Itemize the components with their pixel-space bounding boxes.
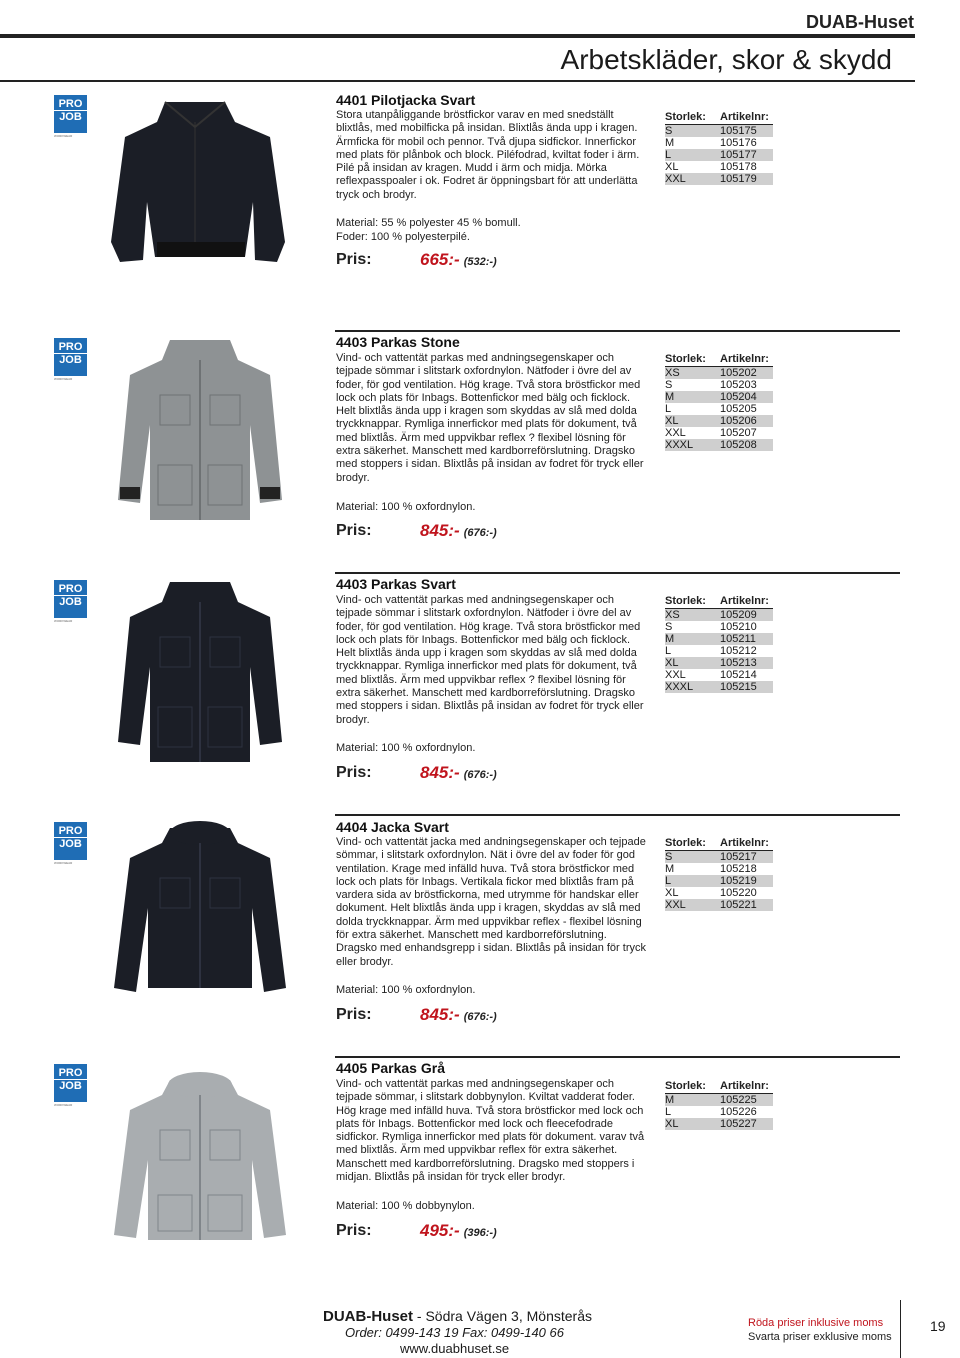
article-number: 105225 <box>720 1094 757 1106</box>
article-number: 105204 <box>720 391 757 403</box>
size-value: S <box>665 851 673 863</box>
size-value: M <box>665 863 675 875</box>
jacket-photo <box>95 92 295 277</box>
section-rule <box>335 572 900 574</box>
size-row <box>665 645 773 657</box>
size-value: S <box>665 379 673 391</box>
logo-tagline: WORKWEAR <box>54 619 73 623</box>
size-value: XXXL <box>665 439 694 451</box>
article-number: 105175 <box>720 125 757 137</box>
product-title: 4405 Parkas Grå <box>336 1060 445 1076</box>
size-row <box>665 391 773 403</box>
product-material: Material: 100 % dobbynylon. <box>336 1200 475 1212</box>
logo-tagline: WORKWEAR <box>54 861 73 865</box>
article-number: 105209 <box>720 609 757 621</box>
article-number: 105227 <box>720 1118 757 1130</box>
size-value: M <box>665 137 675 149</box>
article-number: 105206 <box>720 415 757 427</box>
size-value: XS <box>665 367 680 379</box>
page-title: Arbetskläder, skor & skydd <box>560 44 892 75</box>
size-value: XL <box>665 657 679 669</box>
article-number: 105176 <box>720 137 757 149</box>
jacket-photo <box>110 1060 290 1250</box>
size-value: XXL <box>665 427 686 439</box>
footer-address: DUAB-Huset - Södra Vägen 3, Mönsterås <box>323 1308 592 1325</box>
size-row <box>665 657 773 669</box>
size-row <box>665 415 773 427</box>
size-row <box>665 681 773 693</box>
size-value: XXL <box>665 669 686 681</box>
article-number: 105207 <box>720 427 757 439</box>
article-number: 105221 <box>720 899 757 911</box>
product-title: 4403 Parkas Svart <box>336 576 456 592</box>
price: 665:- (532:-) <box>420 250 497 269</box>
size-row <box>665 161 773 173</box>
footer-divider <box>900 1300 901 1358</box>
size-table: Storlek: Artikelnr: XS 105202 S 105203 M 105204 L 105205 XL 105206 XXL 105207 XXXL 105208 <box>665 352 773 451</box>
size-row <box>665 669 773 681</box>
size-row <box>665 125 773 137</box>
size-value: XL <box>665 1118 679 1130</box>
size-row <box>665 427 773 439</box>
price-label: Pris: <box>336 1006 372 1023</box>
logo-tagline: WORKWEAR <box>54 377 73 381</box>
projob-logo: PRO JOB <box>54 580 87 618</box>
size-row <box>665 899 773 911</box>
projob-logo: PRO JOB <box>54 95 87 133</box>
header-brand: DUAB-Huset <box>806 12 914 32</box>
price: 845:- (676:-) <box>420 763 497 782</box>
footer-note-black: Svarta priser exklusive moms <box>748 1331 892 1343</box>
article-number: 105205 <box>720 403 757 415</box>
header-rule <box>0 34 915 38</box>
article-number: 105211 <box>720 633 756 645</box>
size-row <box>665 887 773 899</box>
article-number: 105214 <box>720 669 757 681</box>
product-material: Material: 100 % oxfordnylon. <box>336 742 476 754</box>
article-number: 105218 <box>720 863 757 875</box>
article-number: 105178 <box>720 161 757 173</box>
article-number: 105212 <box>720 645 757 657</box>
size-table: Storlek: Artikelnr: S 105217 M 105218 L 105219 XL 105220 XXL 105221 <box>665 836 773 911</box>
footer-note-red: Röda priser inklusive moms <box>748 1317 884 1329</box>
size-row <box>665 173 773 185</box>
size-value: M <box>665 391 675 403</box>
product-material: Material: 55 % polyester 45 % bomull. <box>336 217 521 229</box>
product-title: 4403 Parkas Stone <box>336 334 460 350</box>
product-material: Material: 100 % oxfordnylon. <box>336 501 476 513</box>
product-description: Vind- och vattentät parkas med andningsegenskaper och tejpade sömmar, i slitstark dobbynylon. Kviltat vadderat foder. Hög krage med infälld huva. Två stora bröstfickor med lock och plats för Inbags. Bottenfickor med lock och fleecefodrade sidfickor. Rymliga innerfickor med plats för dokument. varav två med blixtlås. Ärm med uppvikbar reflex för extra säkerhet. Manschett med kardborreförslutning. Dragsko med stoppers i midjan. Blixtlås på insidan för tryck eller brodyr. <box>336 1078 645 1184</box>
size-row <box>665 149 773 161</box>
size-value: XS <box>665 609 680 621</box>
section-rule <box>335 1056 900 1058</box>
size-value: XXXL <box>665 681 694 693</box>
size-value: XXL <box>665 173 686 185</box>
size-row <box>665 403 773 415</box>
size-row <box>665 609 773 621</box>
product-lining: Foder: 100 % polyesterpilé. <box>336 231 470 243</box>
article-number: 105203 <box>720 379 757 391</box>
size-value: L <box>665 645 672 657</box>
size-value: M <box>665 1094 675 1106</box>
page-number: 19 <box>930 1318 946 1334</box>
product-description: Vind- och vattentät jacka med andningsegenskaper och tejpade sömmar, i slitstark oxfordnylon. Nät i övre del av foder för god ventilation. Krage med infälld huva. Två stora bröstfickor med lock och plats för Inbags. Vertikala fickor med blixtlås fram på vardera sida av bröstfickorna, med utrymme för handskar eller dokument. Helt blixtlås ända upp i kragen, skyddas av slå med dolda tryckknappar. Ärm med uppvikbar reflex - flexibel lösning för extra säkerhet. Manschett med kardborreförslutning. Dragsko med enhandsgrepp i sidan. Blixtlås på insidan för tryck eller brodyr. <box>336 836 646 968</box>
size-row <box>665 875 773 887</box>
size-value: L <box>665 149 672 161</box>
article-number: 105215 <box>720 681 757 693</box>
jacket-photo <box>110 818 290 1008</box>
size-value: L <box>665 875 672 887</box>
article-number: 105208 <box>720 439 757 451</box>
footer-contact: Order: 0499-143 19 Fax: 0499-140 66 <box>345 1325 564 1340</box>
logo-tagline: WORKWEAR <box>54 1103 73 1107</box>
footer-website[interactable]: www.duabhuset.se <box>400 1341 510 1356</box>
product-material: Material: 100 % oxfordnylon. <box>336 984 476 996</box>
product-description: Stora utanpåliggande bröstfickor varav en med snedställt blixtlås, med mobilficka på insidan. Blixtlås ända upp i kragen. Ärmficka för mobil och pennor. Två djupa sidfickor. Innerfickor med plats för plånbok och block. Piléfodrad, kviltat foder i ärm. Pilé på insidan av kragen. Mudd i ärm och midja. Mörka reflexpasspoaler i ok. Fodret är öppningsbart för att underlätta tryck och brodyr. <box>336 109 640 201</box>
size-value: S <box>665 125 673 137</box>
article-number: 105179 <box>720 173 757 185</box>
size-value: XL <box>665 415 679 427</box>
size-table: Storlek: Artikelnr: M 105225 L 105226 XL 105227 <box>665 1079 773 1130</box>
logo-tagline: WORKWEAR <box>54 134 73 138</box>
size-value: S <box>665 621 673 633</box>
product-description: Vind- och vattentät parkas med andningsegenskaper och tejpade sömmar i slitstark oxfordnylon. Nätfoder i övre del av foder, för god ventilation. Hög krage. Två stora bröstfickor med lock och plats för Inbags. Bottenfickor med bälg och ficklock. Helt blixtlås ända upp i kragen som skyddas av slå med dolda tryckknappar. Rymliga innerfickor med plats för dokument, två med blixtlås. Ärm med uppvikbar reflex ? flexibel lösning för extra säkerhet. Manschett med kardborreförslutning. Dragsko med stoppers i sidan. Blixtlås på insidan av fodret för tryck eller brodyr. <box>336 594 644 726</box>
jacket-photo <box>110 577 290 767</box>
article-number: 105220 <box>720 887 757 899</box>
article-number: 105213 <box>720 657 757 669</box>
size-table: Storlek: Artikelnr: XS 105209 S 105210 M 105211 L 105212 XL 105213 XXL 105214 XXXL 105215 <box>665 594 773 693</box>
price: 845:- (676:-) <box>420 521 497 540</box>
size-row <box>665 851 773 863</box>
product-title: 4401 Pilotjacka Svart <box>336 92 476 108</box>
article-number: 105210 <box>720 621 757 633</box>
size-row <box>665 863 773 875</box>
size-value: M <box>665 633 675 645</box>
size-row <box>665 621 773 633</box>
article-number: 105226 <box>720 1106 757 1118</box>
size-table: Storlek: Artikelnr: S 105175 M 105176 L 105177 XL 105178 XXL 105179 <box>665 110 773 185</box>
size-value: L <box>665 1106 672 1118</box>
size-row <box>665 439 773 451</box>
article-number: 105177 <box>720 149 757 161</box>
size-value: XL <box>665 887 679 899</box>
jacket-photo <box>110 335 290 525</box>
price-label: Pris: <box>336 522 372 539</box>
product-description: Vind- och vattentät parkas med andningsegenskaper och tejpade sömmar i slitstark oxfordnylon. Nätfoder i övre del av foder, för god ventilation. Hög krage. Två stora bröstfickor med lock och plats för Inbags. Bottenfickor med bälg och ficklock. Helt blixtlås ända upp i kragen som skyddas av slå med dolda tryckknappar. Rymliga innerfickor med plats för dokument, två med blixtlås. Ärm med uppvikbar reflex ? flexibel lösning för extra säkerhet. Manschett med kardborreförslutning. Dragsko med stoppers i sidan. Blixtlås på insidan av fodret för tryck eller brodyr. <box>336 352 644 484</box>
size-value: XXL <box>665 899 686 911</box>
price: 495:- (396:-) <box>420 1221 497 1240</box>
size-row <box>665 137 773 149</box>
size-row <box>665 1118 773 1130</box>
size-row <box>665 367 773 379</box>
projob-logo: PRO JOB <box>54 1064 87 1102</box>
price-label: Pris: <box>336 1222 372 1239</box>
header-rule-bottom <box>0 80 915 82</box>
section-rule <box>335 330 900 332</box>
size-value: XL <box>665 161 679 173</box>
size-row <box>665 1094 773 1106</box>
article-number: 105202 <box>720 367 757 379</box>
size-value: L <box>665 403 672 415</box>
projob-logo: PRO JOB <box>54 822 87 860</box>
section-rule <box>335 814 900 816</box>
article-number: 105219 <box>720 875 757 887</box>
size-row <box>665 379 773 391</box>
price-label: Pris: <box>336 764 372 781</box>
article-number: 105217 <box>720 851 757 863</box>
product-title: 4404 Jacka Svart <box>336 819 449 835</box>
price-label: Pris: <box>336 251 372 268</box>
size-row <box>665 633 773 645</box>
projob-logo: PRO JOB <box>54 338 87 376</box>
size-row <box>665 1106 773 1118</box>
price: 845:- (676:-) <box>420 1005 497 1024</box>
